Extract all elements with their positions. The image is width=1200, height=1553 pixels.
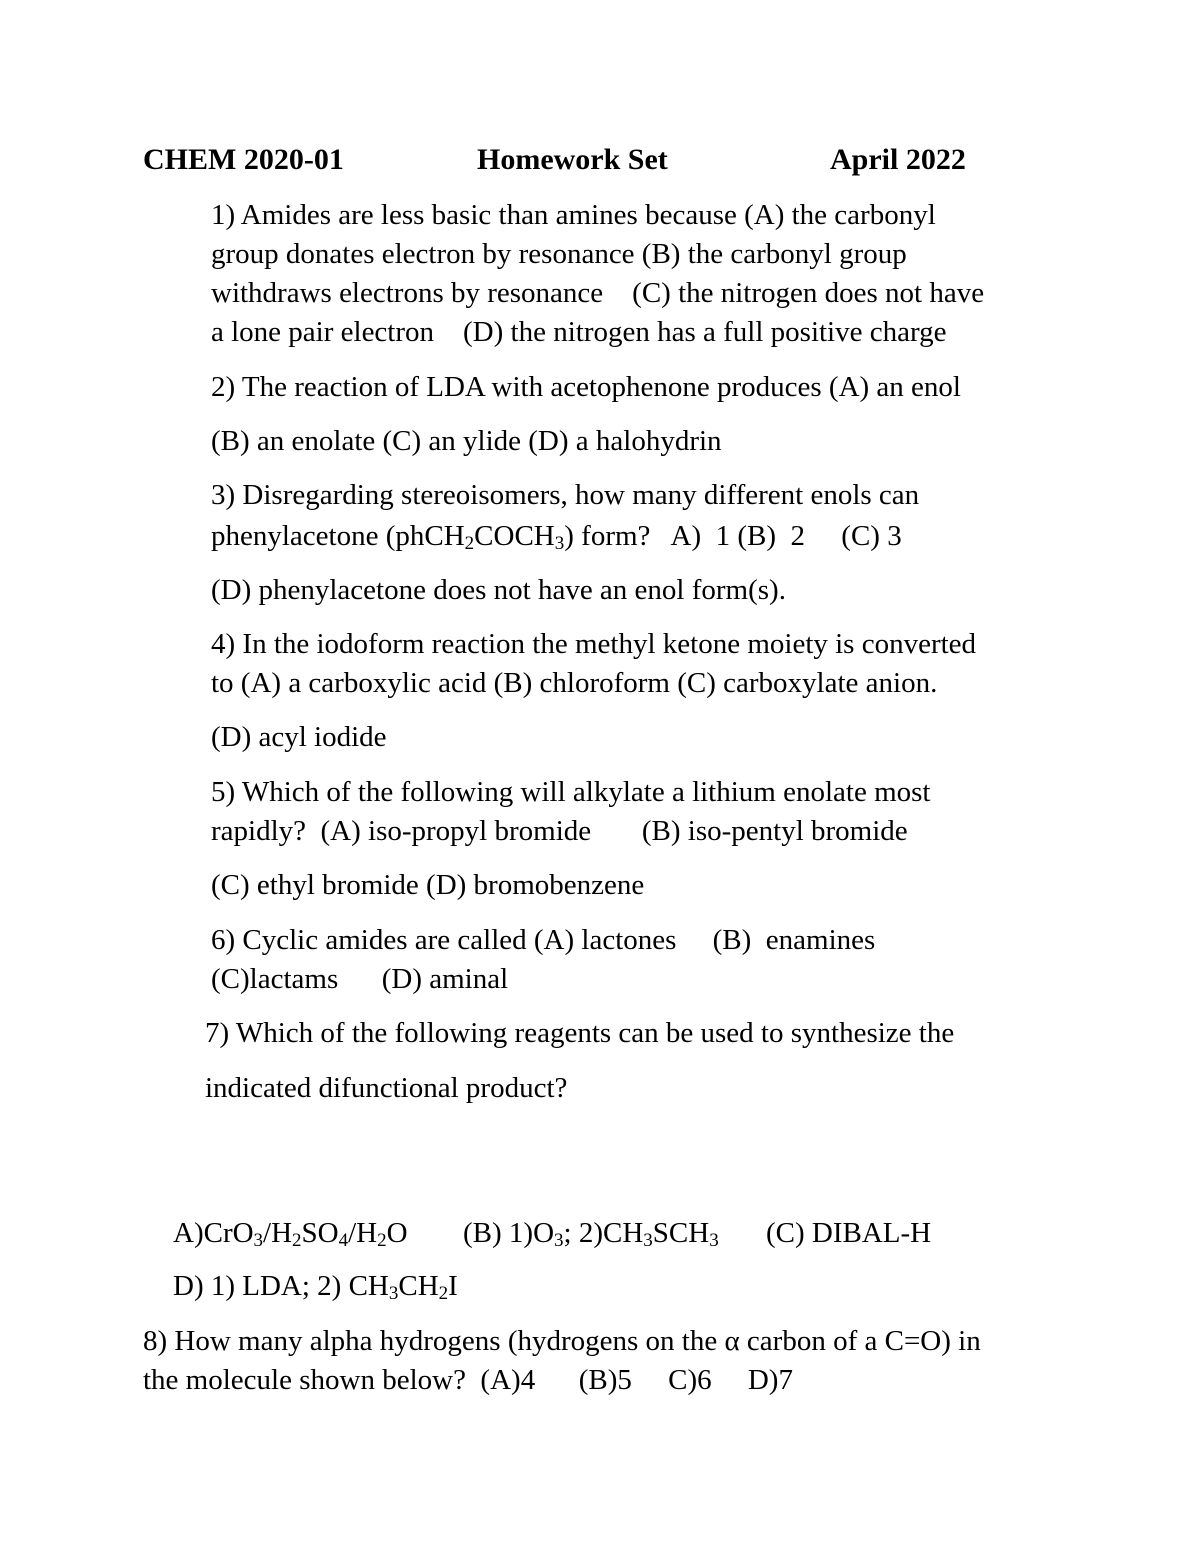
q3-formula-part: phenylacetone (phCH [211,520,465,552]
formula-text: (B) 1)O [463,1217,555,1249]
subscript: 3 [253,1230,264,1251]
subscript: 4 [338,1230,349,1251]
formula-text: SCH [652,1217,710,1249]
q4-line-3: (D) acyl iodide [211,721,387,753]
q3-subscript: 3 [554,533,565,554]
q1-line-1: 1) Amides are less basic than amines because (A) the carbonyl [211,199,936,231]
q1-line-2: group donates electron by resonance (B) the carbonyl group [211,238,907,270]
q3-line-3: (D) phenylacetone does not have an enol form(s). [211,574,786,606]
formula-text: /H [348,1217,378,1249]
q7-option-a [173,1216,408,1250]
subscript: 2 [377,1230,387,1251]
page-header [143,143,1043,183]
document-date: April 2022 [830,143,966,176]
subscript: 3 [388,1283,399,1304]
course-code: CHEM 2020-01 [143,143,344,176]
formula-text: O [386,1217,408,1249]
subscript: 2 [292,1230,302,1251]
formula-text: I [448,1270,458,1302]
q5-line-1: 5) Which of the following will alkylate a lithium enolate most [211,776,931,808]
subscript: 3 [554,1230,564,1251]
formula-text: CH [398,1270,439,1302]
q3-options: ) form? A) 1 (B) 2 (C) 3 [564,520,902,552]
q3-formula-part: COCH [474,520,555,552]
q1-line-3: withdraws electrons by resonance (C) the nitrogen does not have [211,277,985,309]
q7-option-d [173,1269,458,1303]
subscript: 3 [643,1230,653,1251]
q3-line-1: 3) Disregarding stereoisomers, how many different enols can [211,479,920,511]
q7-option-c: (C) DIBAL-H [766,1217,932,1249]
q5-line-2: rapidly? (A) iso-propyl bromide (B) iso-pentyl bromide [211,815,908,847]
q8-line-1: 8) How many alpha hydrogens (hydrogens on the α carbon of a C=O) in [143,1325,981,1357]
q2-line-1: 2) The reaction of LDA with acetophenone produces (A) an enol [211,371,961,403]
q3-subscript: 2 [464,533,475,554]
q6-line-1: 6) Cyclic amides are called (A) lactones (B) enamines [211,924,876,956]
formula-text: A)CrO [173,1217,254,1249]
q4-line-1: 4) In the iodoform reaction the methyl ketone moiety is converted [211,628,977,660]
subscript: 2 [438,1283,449,1304]
formula-text: SO [301,1217,339,1249]
q3-line-2 [211,519,902,553]
q2-line-2: (B) an enolate (C) an ylide (D) a halohydrin [211,425,722,457]
formula-text: D) 1) LDA; 2) CH [173,1270,389,1302]
q7-line-2: indicated difunctional product? [205,1072,568,1104]
q5-line-3: (C) ethyl bromide (D) bromobenzene [211,869,645,901]
q7-line-1: 7) Which of the following reagents can be used to synthesize the [205,1017,955,1049]
q8-line-2: the molecule shown below? (A)4 (B)5 C)6 D)7 [143,1364,793,1396]
q1-line-4: a lone pair electron (D) the nitrogen has a full positive charge [211,316,947,348]
q7-option-b [463,1216,719,1250]
q6-line-2: (C)lactams (D) aminal [211,963,509,995]
formula-text: ; 2)CH [563,1217,644,1249]
formula-text: /H [263,1217,293,1249]
document-title: Homework Set [477,143,668,176]
q4-line-2: to (A) a carboxylic acid (B) chloroform (C) carboxylate anion. [211,667,938,699]
subscript: 3 [709,1230,719,1251]
